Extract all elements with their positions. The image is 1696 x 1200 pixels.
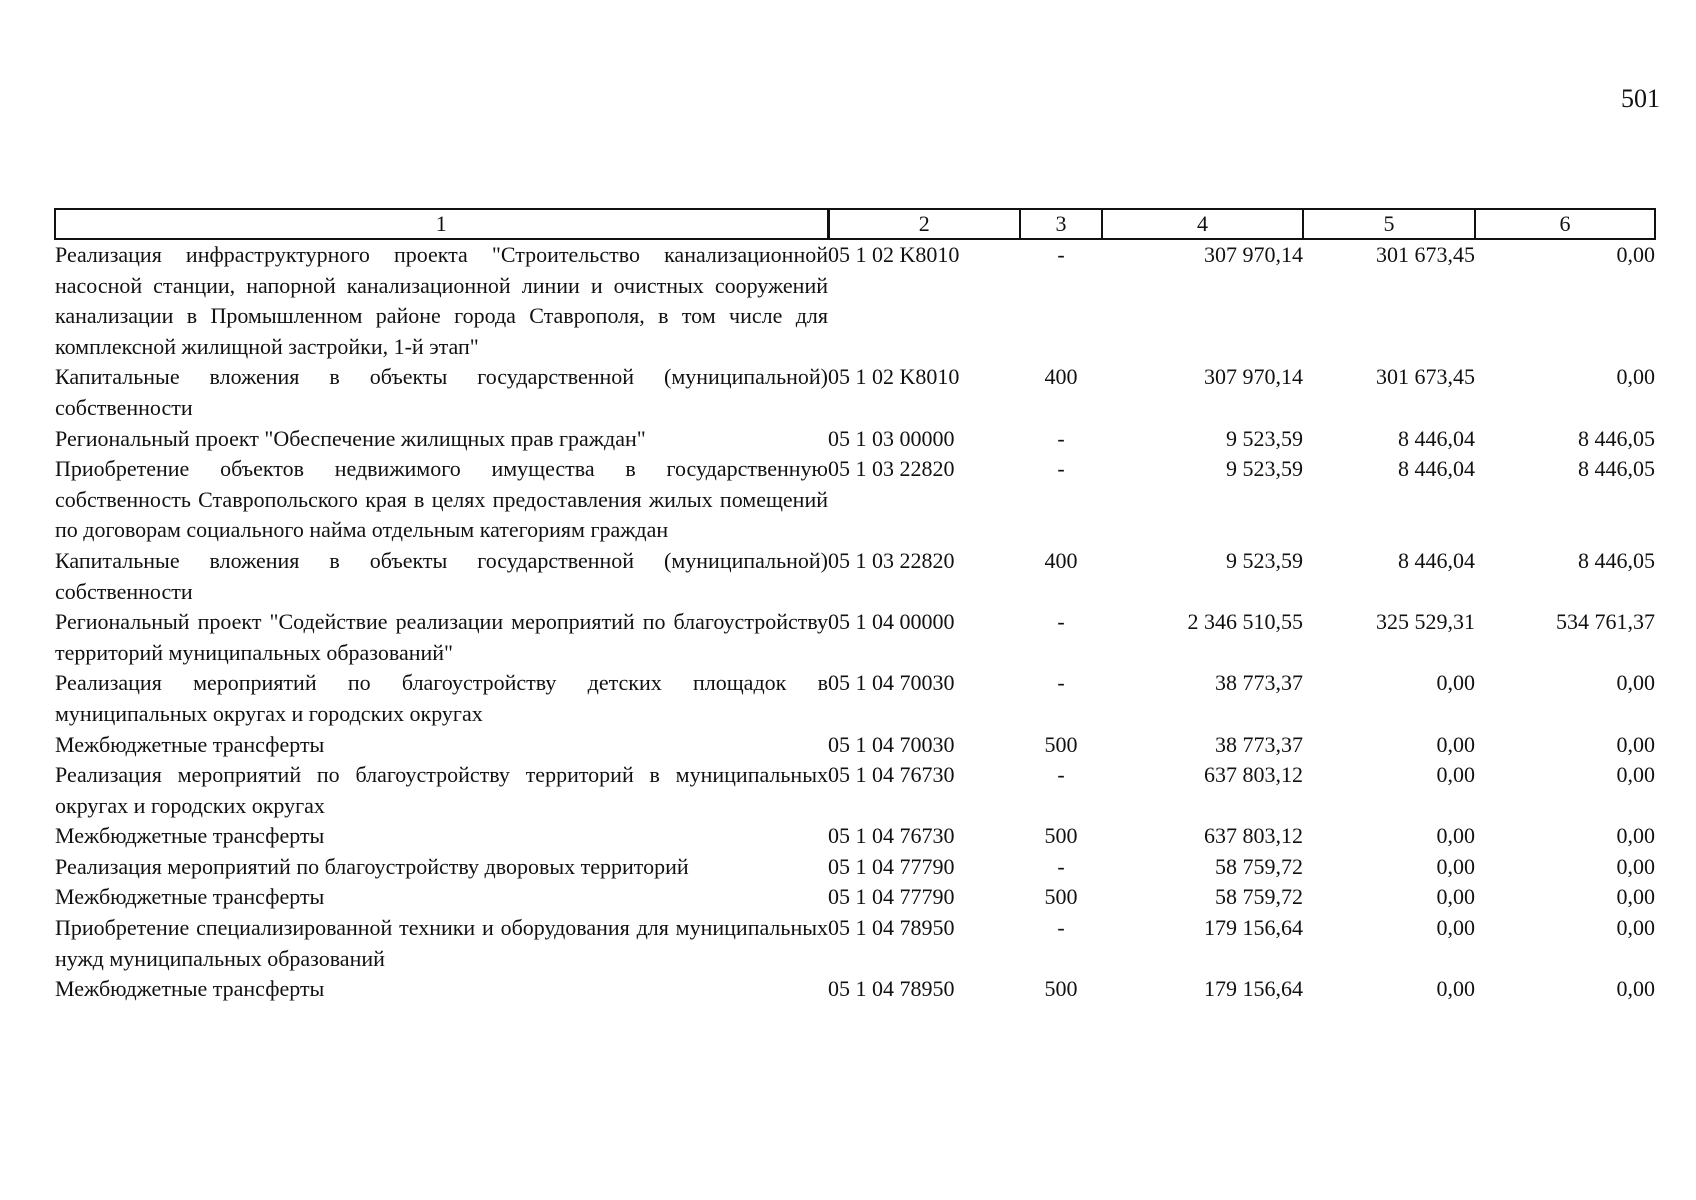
cell-code: 05 1 04 77790 bbox=[828, 884, 955, 910]
cell-expense-type: - bbox=[1057, 609, 1065, 635]
cell-amount-col-5: 0,00 bbox=[1436, 823, 1475, 849]
cell-amount-col-6: 0,00 bbox=[1616, 884, 1655, 910]
cell-amount-col-6: 0,00 bbox=[1616, 762, 1655, 788]
cell-code: 05 1 04 70030 bbox=[828, 670, 955, 696]
cell-amount-col-5: 301 673,45 bbox=[1376, 242, 1475, 267]
cell-expense-type: - bbox=[1057, 425, 1065, 451]
cell-expense-type: 500 bbox=[1044, 976, 1078, 1002]
cell-amount-col-4: 9 523,59 bbox=[1226, 547, 1303, 573]
cell-code: 05 1 03 22820 bbox=[828, 456, 955, 482]
cell-amount-col-4: 307 970,14 bbox=[1204, 242, 1303, 267]
table-row bbox=[55, 454, 1655, 546]
table-row bbox=[55, 852, 1655, 883]
cell-amount-col-4: 38 773,37 bbox=[1215, 731, 1303, 757]
cell-code: 05 1 02 K8010 bbox=[828, 242, 960, 267]
table-row bbox=[55, 974, 1655, 1005]
cell-expense-type: - bbox=[1057, 915, 1065, 941]
cell-amount-col-6: 0,00 bbox=[1616, 853, 1655, 879]
cell-expense-type: 400 bbox=[1044, 547, 1078, 573]
cell-name: Капитальные вложения в объекты государственной (муниципальной) собственности bbox=[55, 364, 828, 420]
cell-code: 05 1 04 70030 bbox=[828, 731, 955, 757]
cell-code: 05 1 02 K8010 bbox=[828, 364, 960, 390]
cell-amount-col-5: 8 446,04 bbox=[1398, 547, 1475, 573]
cell-name: Реализация мероприятий по благоустройству дворовых территорий bbox=[55, 853, 689, 879]
cell-amount-col-6: 0,00 bbox=[1616, 731, 1655, 757]
cell-amount-col-6: 8 446,05 bbox=[1578, 547, 1655, 573]
cell-name: Межбюджетные трансферты bbox=[55, 884, 325, 910]
cell-expense-type: 500 bbox=[1044, 884, 1078, 910]
cell-expense-type: - bbox=[1057, 670, 1065, 696]
cell-amount-col-5: 0,00 bbox=[1436, 731, 1475, 757]
cell-code: 05 1 04 78950 bbox=[828, 915, 955, 941]
cell-amount-col-6: 8 446,05 bbox=[1578, 425, 1655, 451]
cell-amount-col-5: 325 529,31 bbox=[1376, 609, 1475, 635]
header-row bbox=[55, 209, 1655, 239]
table-row bbox=[55, 730, 1655, 761]
table-body bbox=[55, 239, 1655, 1005]
cell-amount-col-5: 0,00 bbox=[1436, 853, 1475, 879]
cell-amount-col-6: 8 446,05 bbox=[1578, 456, 1655, 482]
header-col-5: 5 bbox=[1303, 209, 1475, 239]
cell-code: 05 1 04 00000 bbox=[828, 609, 955, 635]
cell-amount-col-6: 0,00 bbox=[1616, 915, 1655, 941]
cell-amount-col-6: 0,00 bbox=[1616, 242, 1655, 267]
cell-name: Капитальные вложения в объекты государственной (муниципальной) собственности bbox=[55, 547, 828, 604]
table-row bbox=[55, 668, 1655, 729]
cell-expense-type: - bbox=[1057, 762, 1065, 788]
cell-name: Приобретение специализированной техники и оборудования для муниципальных нужд муниципальных образований bbox=[55, 915, 828, 971]
header-col-6: 6 bbox=[1475, 209, 1655, 239]
cell-amount-col-6: 534 761,37 bbox=[1556, 609, 1655, 635]
cell-name: Межбюджетные трансферты bbox=[55, 731, 325, 757]
header-col-2: 2 bbox=[828, 209, 1020, 239]
cell-name: Реализация мероприятий по благоустройству территорий в муниципальных округах и городских округах bbox=[55, 762, 828, 818]
cell-amount-col-4: 2 346 510,55 bbox=[1187, 609, 1303, 635]
cell-amount-col-5: 301 673,45 bbox=[1376, 364, 1475, 390]
table-row bbox=[55, 424, 1655, 455]
cell-code: 05 1 04 77790 bbox=[828, 853, 955, 879]
cell-amount-col-5: 0,00 bbox=[1436, 762, 1475, 788]
cell-amount-col-4: 38 773,37 bbox=[1215, 670, 1303, 696]
table-row bbox=[55, 239, 1655, 362]
header-col-4: 4 bbox=[1102, 209, 1303, 239]
cell-expense-type: 500 bbox=[1044, 823, 1078, 849]
header-col-1: 1 bbox=[55, 209, 828, 239]
cell-expense-type: - bbox=[1057, 456, 1065, 482]
table-row bbox=[55, 607, 1655, 668]
table-row bbox=[55, 821, 1655, 852]
cell-amount-col-4: 307 970,14 bbox=[1204, 364, 1303, 390]
header-col-3: 3 bbox=[1020, 209, 1102, 239]
cell-amount-col-4: 58 759,72 bbox=[1215, 884, 1303, 910]
cell-code: 05 1 04 76730 bbox=[828, 823, 955, 849]
cell-code: 05 1 03 00000 bbox=[828, 425, 955, 451]
budget-table bbox=[54, 208, 1656, 1005]
cell-amount-col-5: 8 446,04 bbox=[1398, 425, 1475, 451]
cell-amount-col-5: 8 446,04 bbox=[1398, 456, 1475, 482]
cell-name: Реализация инфраструктурного проекта "Строительство канализационной насосной станции, напорной канализационной линии и очистных сооружений канализации в Промышленном районе города Ставрополя, в том числе для комплексной жилищной застройки, 1-й этап" bbox=[55, 242, 828, 359]
table-row bbox=[55, 546, 1655, 607]
cell-amount-col-4: 637 803,12 bbox=[1204, 762, 1303, 788]
cell-code: 05 1 03 22820 bbox=[828, 547, 955, 573]
cell-name: Межбюджетные трансферты bbox=[55, 823, 325, 849]
cell-amount-col-4: 179 156,64 bbox=[1204, 915, 1303, 941]
cell-name: Межбюджетные трансферты bbox=[55, 976, 325, 1002]
page-number: 501 bbox=[1621, 84, 1660, 113]
cell-name: Приобретение объектов недвижимого имущества в государственную собственность Ставропольского края в целях предоставления жилых помещений по договорам социального найма отдельным категориям граждан bbox=[55, 456, 828, 543]
cell-expense-type: - bbox=[1057, 853, 1065, 879]
cell-amount-col-6: 0,00 bbox=[1616, 364, 1655, 390]
cell-amount-col-6: 0,00 bbox=[1616, 670, 1655, 696]
table-row bbox=[55, 913, 1655, 974]
cell-code: 05 1 04 76730 bbox=[828, 762, 955, 788]
cell-amount-col-4: 58 759,72 bbox=[1215, 853, 1303, 879]
cell-amount-col-4: 179 156,64 bbox=[1204, 976, 1303, 1002]
cell-amount-col-5: 0,00 bbox=[1436, 976, 1475, 1002]
cell-amount-col-5: 0,00 bbox=[1436, 915, 1475, 941]
table-row bbox=[55, 362, 1655, 423]
cell-amount-col-5: 0,00 bbox=[1436, 884, 1475, 910]
table-row bbox=[55, 882, 1655, 913]
cell-amount-col-4: 9 523,59 bbox=[1226, 456, 1303, 482]
cell-amount-col-4: 9 523,59 bbox=[1226, 425, 1303, 451]
cell-name: Региональный проект "Содействие реализации мероприятий по благоустройству территорий муниципальных образований" bbox=[55, 609, 828, 665]
cell-expense-type: - bbox=[1057, 242, 1065, 267]
table-header bbox=[55, 209, 1655, 239]
cell-amount-col-5: 0,00 bbox=[1436, 670, 1475, 696]
cell-expense-type: 400 bbox=[1044, 364, 1078, 390]
cell-code: 05 1 04 78950 bbox=[828, 976, 955, 1002]
table-row bbox=[55, 760, 1655, 821]
cell-name: Реализация мероприятий по благоустройству детских площадок в муниципальных округах и городских округах bbox=[55, 670, 828, 726]
cell-amount-col-4: 637 803,12 bbox=[1204, 823, 1303, 849]
cell-amount-col-6: 0,00 bbox=[1616, 823, 1655, 849]
cell-amount-col-6: 0,00 bbox=[1616, 976, 1655, 1002]
cell-expense-type: 500 bbox=[1044, 731, 1078, 757]
cell-name: Региональный проект "Обеспечение жилищных прав граждан" bbox=[55, 425, 646, 451]
